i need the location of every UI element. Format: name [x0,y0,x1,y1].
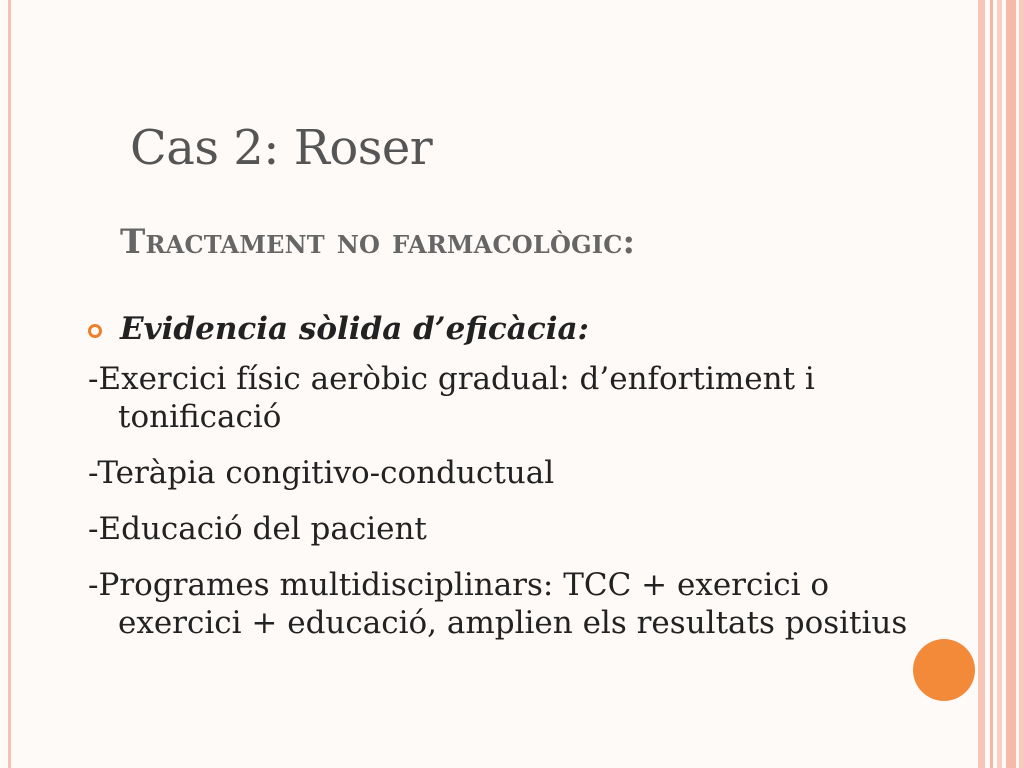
bullet-heading-text: Evidencia sòlida d’eficàcia: [120,311,589,347]
right-border-stripe [990,0,993,768]
list-item: -Teràpia congitivo-conductual [88,455,555,491]
ring-bullet-icon [88,324,102,338]
slide-subtitle: Tractament no farmacològic: [120,222,636,262]
slide-title: Cas 2: Roser [130,120,433,176]
decorative-circle-icon [913,639,975,701]
list-item: -Exercici físic aeròbic gradual: d’enfortiment i tonificació [88,361,815,435]
slide-body [88,310,948,660]
list-item: -Educació del pacient [88,511,427,547]
right-border-stripe [997,0,1002,768]
right-border-stripe [1019,0,1024,768]
right-border-stripe [978,0,985,768]
list-item: -Programes multidisciplinars: TCC + exercici o exercici + educació, amplien els resultats positius [88,567,908,641]
bullet-heading [88,310,948,348]
left-border-stripe [8,0,11,768]
right-border-stripe [1006,0,1016,768]
